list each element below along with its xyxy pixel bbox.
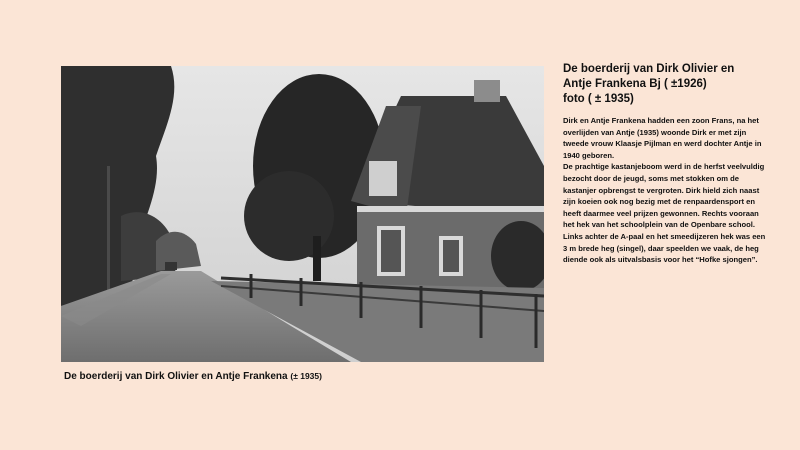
chimney — [474, 80, 500, 102]
carriage — [165, 262, 177, 270]
body-paragraph-1: Dirk en Antje Frankena hadden een zoon Frans, na het overlijden van Antje (1935) woonde Dirk er met zijn tweede vrouw Klaasje Pijlman en werd dochter Antje in 1940 geboren. — [563, 116, 762, 160]
heading-line-1: De boerderij van Dirk Olivier en — [563, 63, 735, 75]
caption-date: (± 1935) — [290, 371, 322, 381]
farmhouse-photo — [61, 66, 544, 362]
description-panel — [563, 62, 768, 266]
panel-heading — [563, 62, 768, 107]
window-left-glass — [381, 230, 401, 272]
window-right-glass — [443, 240, 459, 272]
farmhouse-photo-illustration — [61, 66, 544, 362]
utility-pole — [107, 166, 110, 306]
wall-trim — [357, 206, 544, 212]
panel-body — [563, 115, 768, 266]
heading-line-3: foto ( ± 1935) — [563, 93, 634, 105]
heading-line-2: Antje Frankena Bj ( ±1926) — [563, 78, 707, 90]
dormer-window — [369, 161, 397, 196]
caption-text: De boerderij van Dirk Olivier en Antje Frankena — [64, 371, 288, 382]
photo-caption — [64, 371, 544, 382]
body-paragraph-3: Links achter de A-paal en het smeedijzeren hek was een 3 m brede heg (singel), daar speelden we vaak, de heg diende ook als uitvalsbasis voor het “Hofke sjongen”. — [563, 231, 766, 265]
body-paragraph-2: De prachtige kastanjeboom werd in de herfst veelvuldig bezocht door de jeugd, soms met stokken om de kastanjer opbrengst te vergroten. Dirk hield zich naast zijn koeien ook nog bezig met de renpaardensport en heeft daarmee veel prijzen gewonnen. Rechts vooraan het hek van het schoolplein van de Openbare school. — [563, 162, 765, 230]
tree-trunk — [313, 236, 321, 281]
